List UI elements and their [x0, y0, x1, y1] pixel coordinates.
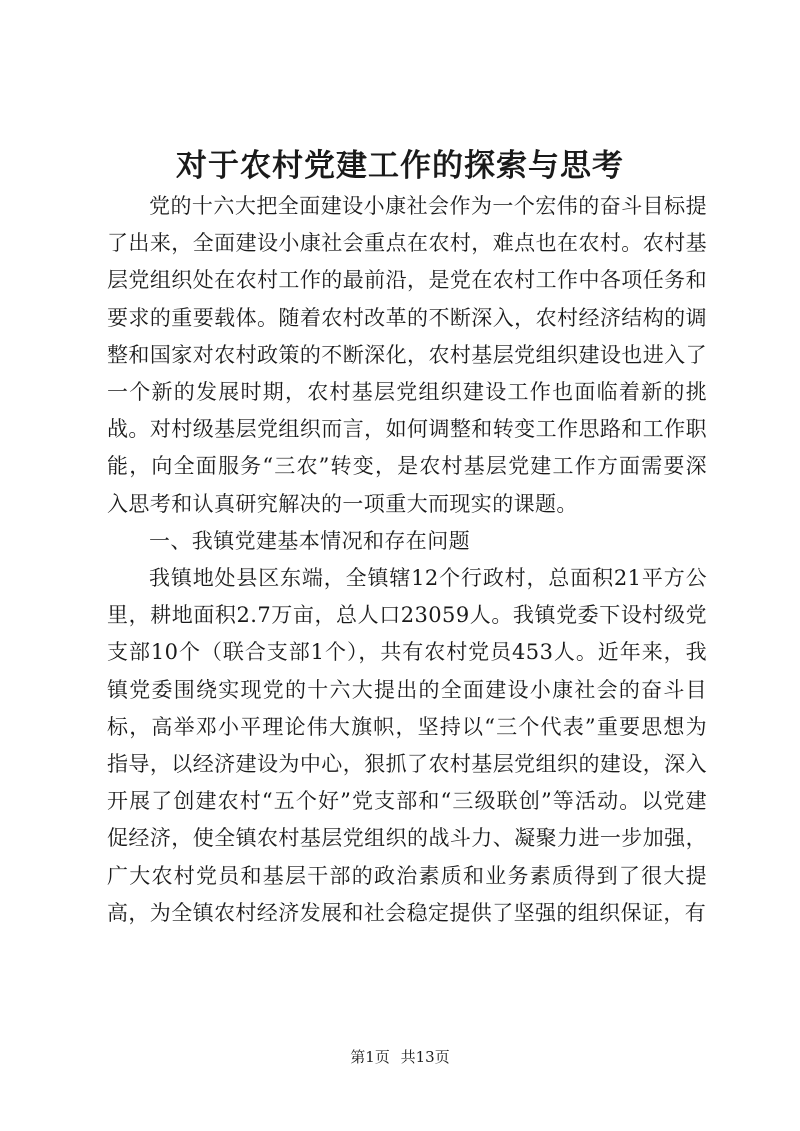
document-title: 对于农村党建工作的探索与思考: [176, 148, 624, 184]
section-heading: 一、我镇党建基本情况和存在问题: [149, 528, 470, 553]
page-number: 第1页: [350, 1048, 390, 1066]
document-body: [107, 188, 707, 932]
paragraph-situation: 我镇地处县区东端，全镇辖12个行政村，总面积21平方公里，耕地面积2.7万亩，总人口23059人。我镇党委下设村级党支部10个（联合支部1个），共有农村党员453人。近年来，我镇党委围绕实现党的十六大提出的全面建设小康社会的奋斗目标，高举邓小平理论伟大旗帜，坚持以“三个代表”重要思想为指导，以经济建设为中心，狠抓了农村基层党组织的建设，深入开展了创建农村“五个好”党支部和“三级联创”等活动。以党建促经济，使全镇农村基层党组织的战斗力、凝聚力进一步加强，广大农村党员和基层干部的政治素质和业务素质得到了很大提高，为全镇农村经济发展和社会稳定提供了坚强的组织保证，有: [107, 566, 707, 925]
paragraph-intro: 党的十六大把全面建设小康社会作为一个宏伟的奋斗目标提了出来，全面建设小康社会重点在农村，难点也在农村。农村基层党组织处在农村工作的最前沿，是党在农村工作中各项任务和要求的重要载体。随着农村改革的不断深入，农村经济结构的调整和国家对农村政策的不断深化，农村基层党组织建设也进入了一个新的发展时期，农村基层党组织建设工作也面临着新的挑战。对村级基层党组织而言，如何调整和转变工作思路和工作职能，向全面服务“三农”转变，是农村基层党建工作方面需要深入思考和认真研究解决的一项重大而现实的课题。: [107, 194, 707, 516]
page-footer: [0, 1046, 800, 1067]
page-total: 共13页: [400, 1048, 450, 1066]
